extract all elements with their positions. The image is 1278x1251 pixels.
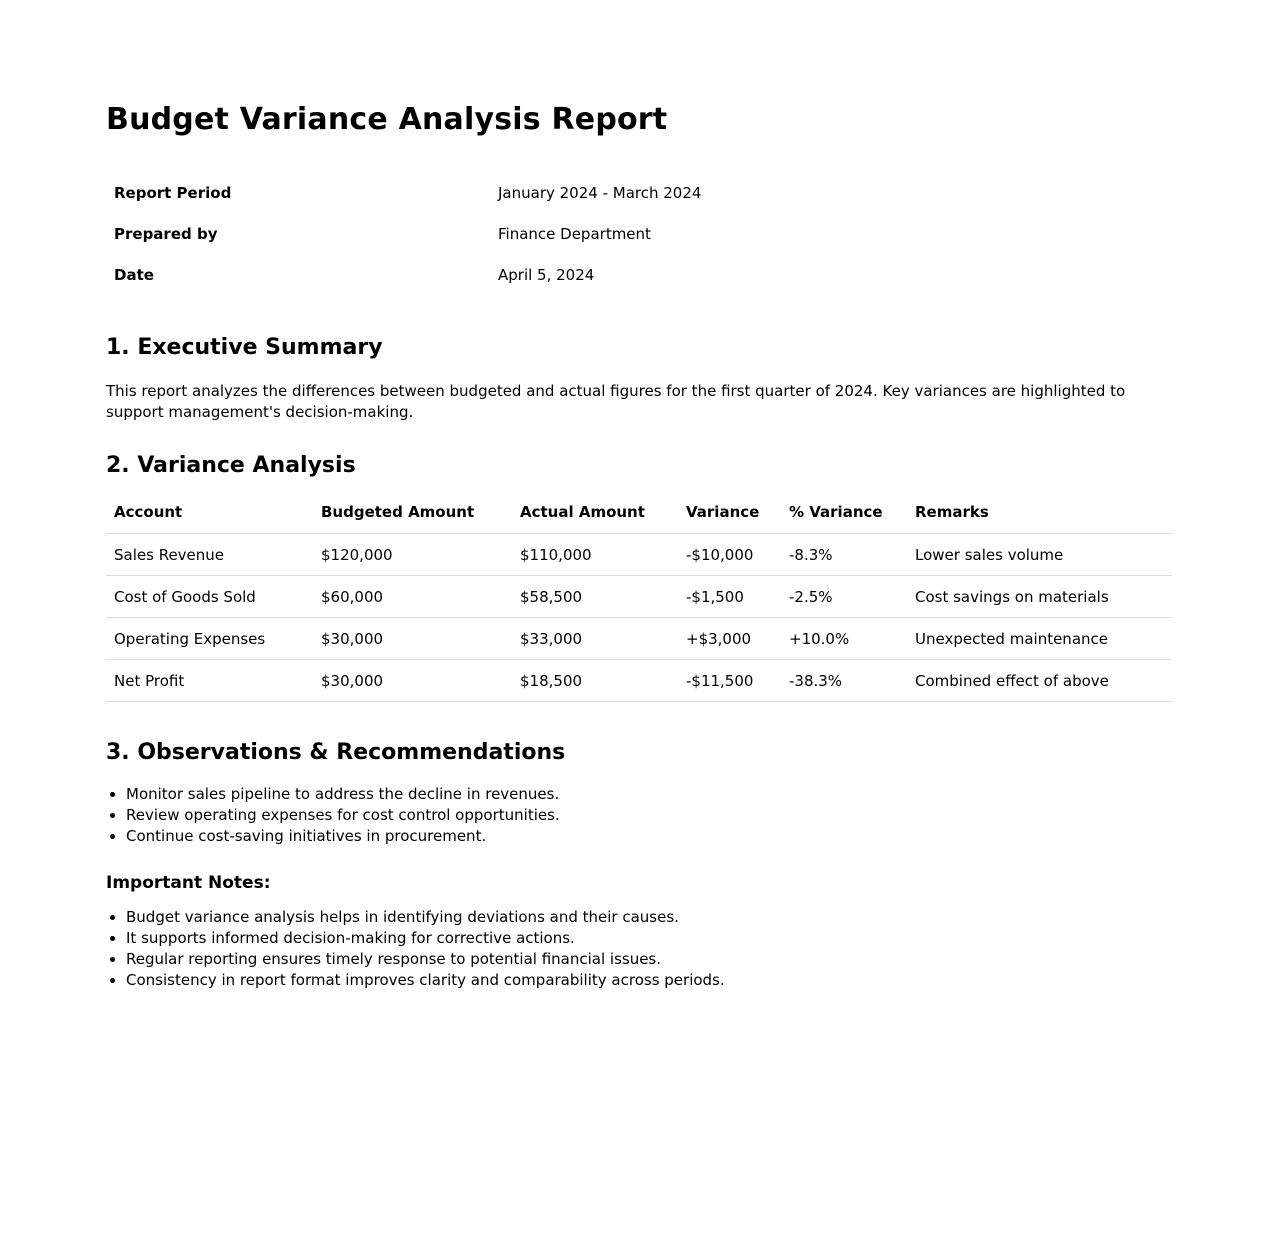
meta-value: Finance Department xyxy=(498,224,651,243)
observations-list xyxy=(106,784,1172,847)
cell-remarks: Combined effect of above xyxy=(907,660,1172,702)
cell-actual: $58,500 xyxy=(512,576,678,618)
cell-account: Sales Revenue xyxy=(106,534,313,576)
table-header-row xyxy=(106,491,1172,534)
cell-variance: -$10,000 xyxy=(678,534,781,576)
table-row xyxy=(106,576,1172,618)
cell-actual: $110,000 xyxy=(512,534,678,576)
table-row xyxy=(106,618,1172,660)
meta-key: Prepared by xyxy=(114,224,218,243)
column-header-actual: Actual Amount xyxy=(512,491,678,534)
table-row xyxy=(106,660,1172,702)
important-notes-heading: Important Notes: xyxy=(106,873,271,893)
cell-percent-variance: -2.5% xyxy=(781,576,907,618)
meta-key: Date xyxy=(114,265,154,284)
list-item: • Consistency in report format improves clarity and comparability across periods. xyxy=(126,970,1172,991)
column-header-variance: Variance xyxy=(678,491,781,534)
cell-account: Operating Expenses xyxy=(106,618,313,660)
variance-analysis-heading: 2. Variance Analysis xyxy=(106,453,356,478)
variance-table xyxy=(106,491,1172,702)
report-page xyxy=(106,0,1172,991)
list-item: • Monitor sales pipeline to address the decline in revenues. xyxy=(126,784,1172,805)
list-item: • It supports informed decision-making for corrective actions. xyxy=(126,928,1172,949)
meta-key: Report Period xyxy=(114,183,232,202)
cell-percent-variance: -8.3% xyxy=(781,534,907,576)
report-meta-table xyxy=(106,172,1172,295)
meta-row-date xyxy=(106,254,1172,295)
column-header-percent-variance: % Variance xyxy=(781,491,907,534)
table-row xyxy=(106,534,1172,576)
cell-account: Net Profit xyxy=(106,660,313,702)
list-item: • Budget variance analysis helps in identifying deviations and their causes. xyxy=(126,907,1172,928)
important-notes-list xyxy=(106,907,1172,991)
column-header-budgeted: Budgeted Amount xyxy=(313,491,512,534)
cell-variance: -$11,500 xyxy=(678,660,781,702)
list-item: • Continue cost-saving initiatives in procurement. xyxy=(126,826,1172,847)
cell-budgeted: $60,000 xyxy=(313,576,512,618)
list-item: • Review operating expenses for cost control opportunities. xyxy=(126,805,1172,826)
list-item: • Regular reporting ensures timely response to potential financial issues. xyxy=(126,949,1172,970)
meta-row-period xyxy=(106,172,1172,213)
cell-budgeted: $120,000 xyxy=(313,534,512,576)
cell-remarks: Lower sales volume xyxy=(907,534,1172,576)
cell-remarks: Cost savings on materials xyxy=(907,576,1172,618)
column-header-account: Account xyxy=(106,491,313,534)
cell-account: Cost of Goods Sold xyxy=(106,576,313,618)
cell-variance: -$1,500 xyxy=(678,576,781,618)
cell-budgeted: $30,000 xyxy=(313,618,512,660)
cell-remarks: Unexpected maintenance xyxy=(907,618,1172,660)
meta-value: April 5, 2024 xyxy=(498,265,595,284)
cell-actual: $33,000 xyxy=(512,618,678,660)
observations-heading: 3. Observations & Recommendations xyxy=(106,740,566,765)
executive-summary-heading: 1. Executive Summary xyxy=(106,335,383,360)
column-header-remarks: Remarks xyxy=(907,491,1172,534)
meta-value: January 2024 - March 2024 xyxy=(498,183,702,202)
cell-percent-variance: +10.0% xyxy=(781,618,907,660)
meta-row-prepared-by xyxy=(106,213,1172,254)
executive-summary-text: This report analyzes the differences between budgeted and actual figures for the first quarter of 2024. Key variances are highlighted to support management's decision-making. xyxy=(106,382,1126,421)
cell-variance: +$3,000 xyxy=(678,618,781,660)
cell-actual: $18,500 xyxy=(512,660,678,702)
cell-budgeted: $30,000 xyxy=(313,660,512,702)
cell-percent-variance: -38.3% xyxy=(781,660,907,702)
page-title: Budget Variance Analysis Report xyxy=(106,102,668,137)
